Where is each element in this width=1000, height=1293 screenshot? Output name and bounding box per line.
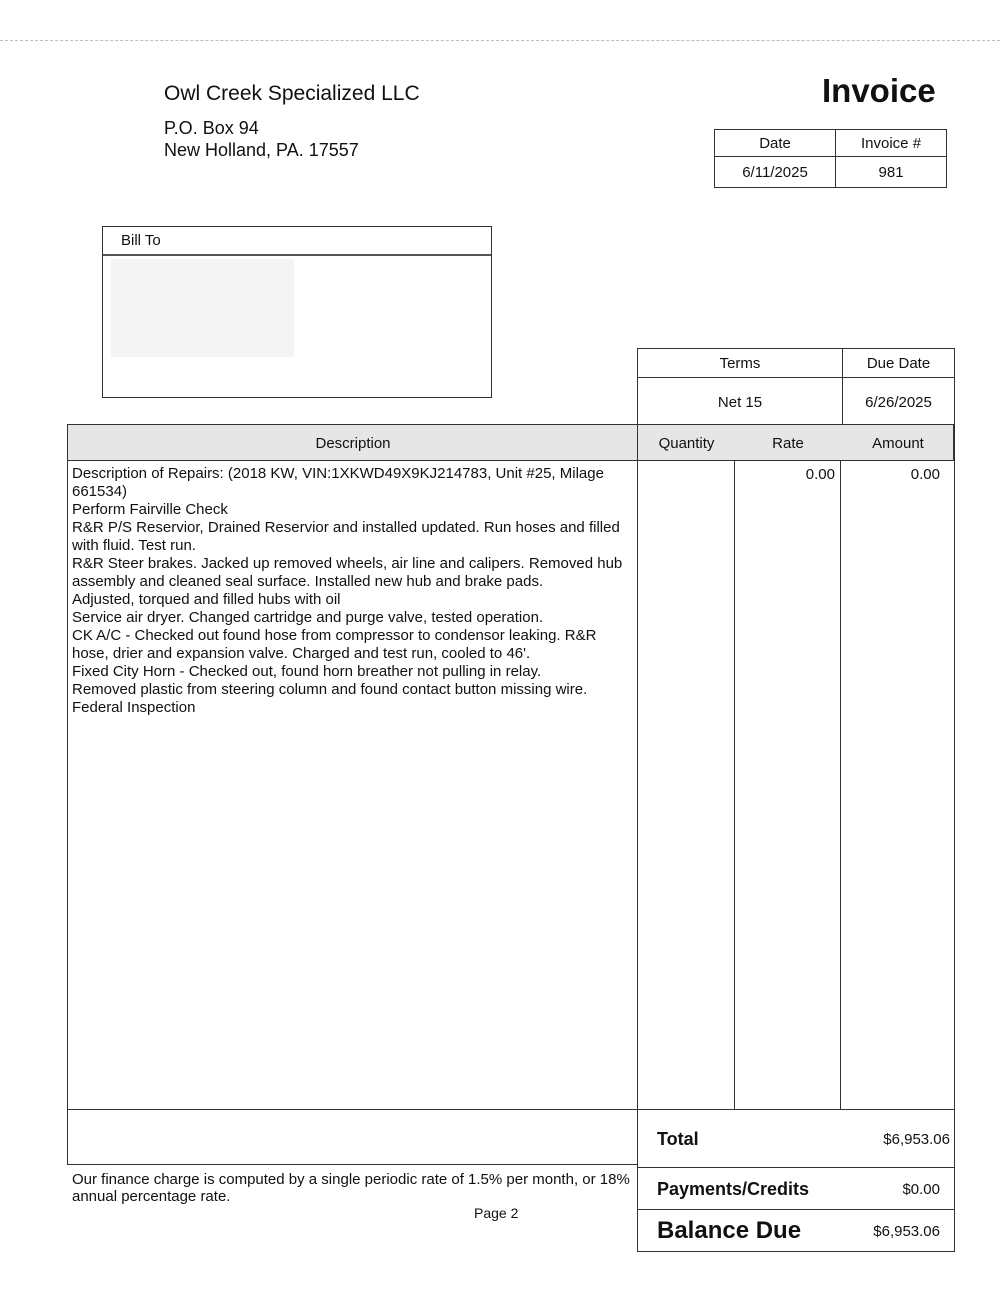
line-item-rate: 0.00: [805, 466, 835, 483]
terms-value: Net 15: [638, 378, 843, 427]
description-line: R&R Steer brakes. Jacked up removed wheels, air line and calipers. Removed hub assembly and cleaned seal surface. Installed new hub and brake pads.: [72, 555, 623, 590]
balance-due-value: $6,953.06: [873, 1223, 940, 1240]
line-item-description: [72, 465, 637, 717]
description-line: Service air dryer. Changed cartridge and purge valve, tested operation.: [72, 609, 544, 626]
description-line: CK A/C - Checked out found hose from compressor to condensor leaking. R&R hose, drier and expansion valve. Charged and test run, cooled to 46'.: [72, 627, 597, 662]
date-invoice-table: [714, 129, 947, 188]
terms-header: Terms: [638, 349, 843, 378]
balance-row-border: [637, 1251, 954, 1252]
invoice-date: 6/11/2025: [715, 157, 836, 188]
quantity-column-header: Quantity: [658, 435, 715, 452]
line-item-amount: 0.00: [910, 466, 940, 483]
footer-left-bottom-border: [67, 1164, 637, 1165]
description-line: Federal Inspection: [72, 699, 196, 716]
description-line: R&R P/S Reservior, Drained Reservior and installed updated. Run hoses and filled with fluid. Test run.: [72, 519, 620, 554]
balance-due-label: Balance Due: [657, 1217, 802, 1244]
items-left-border: [67, 461, 68, 1164]
payments-credits-value: $0.00: [902, 1181, 940, 1198]
company-name: Owl Creek Specialized LLC: [164, 82, 420, 105]
items-divider-rate: [840, 461, 841, 1110]
description-line: Removed plastic from steering column and found contact button missing wire.: [72, 681, 588, 698]
items-bottom-border: [67, 1109, 954, 1110]
description-line: Fixed City Horn - Checked out, found horn breather not pulling in relay.: [72, 663, 542, 680]
description-line: Adjusted, torqued and filled hubs with oil: [72, 591, 341, 608]
description-column-header: Description: [315, 435, 391, 452]
payments-credits-label: Payments/Credits: [657, 1179, 810, 1199]
bill-to-label: Bill To: [121, 232, 161, 249]
scan-artifact-line: [0, 40, 1000, 41]
due-date-header: Due Date: [843, 349, 955, 378]
finance-charge-note: Our finance charge is computed by a single periodic rate of 1.5% per month, or 18% annual percentage rate.: [72, 1171, 630, 1205]
total-row-border: [637, 1167, 954, 1168]
redacted-address: [111, 259, 294, 357]
invoice-number: 981: [836, 157, 947, 188]
total-value: $6,953.06: [883, 1131, 950, 1148]
items-divider-description: [637, 424, 638, 1252]
items-right-border: [954, 424, 955, 1252]
invoice-number-header: Invoice #: [836, 130, 947, 157]
bill-to-box: [102, 226, 492, 398]
description-line: Perform Fairville Check: [72, 501, 228, 518]
items-divider-quantity: [734, 461, 735, 1110]
rate-column-header: Rate: [772, 435, 804, 452]
document-title: Invoice: [822, 72, 936, 109]
date-header: Date: [715, 130, 836, 157]
company-address-line2: New Holland, PA. 17557: [164, 140, 359, 160]
total-label: Total: [657, 1129, 699, 1149]
payments-row-border: [637, 1209, 954, 1210]
items-table-header: [67, 424, 954, 461]
due-date-value: 6/26/2025: [843, 378, 955, 427]
bill-to-header: [103, 227, 491, 256]
page-number: Page 2: [474, 1205, 519, 1221]
company-address-line1: P.O. Box 94: [164, 118, 259, 138]
description-line: Description of Repairs: (2018 KW, VIN:1XKWD49X9KJ214783, Unit #25, Milage 661534): [72, 465, 604, 500]
amount-column-header: Amount: [872, 435, 924, 452]
terms-table: [637, 348, 955, 427]
